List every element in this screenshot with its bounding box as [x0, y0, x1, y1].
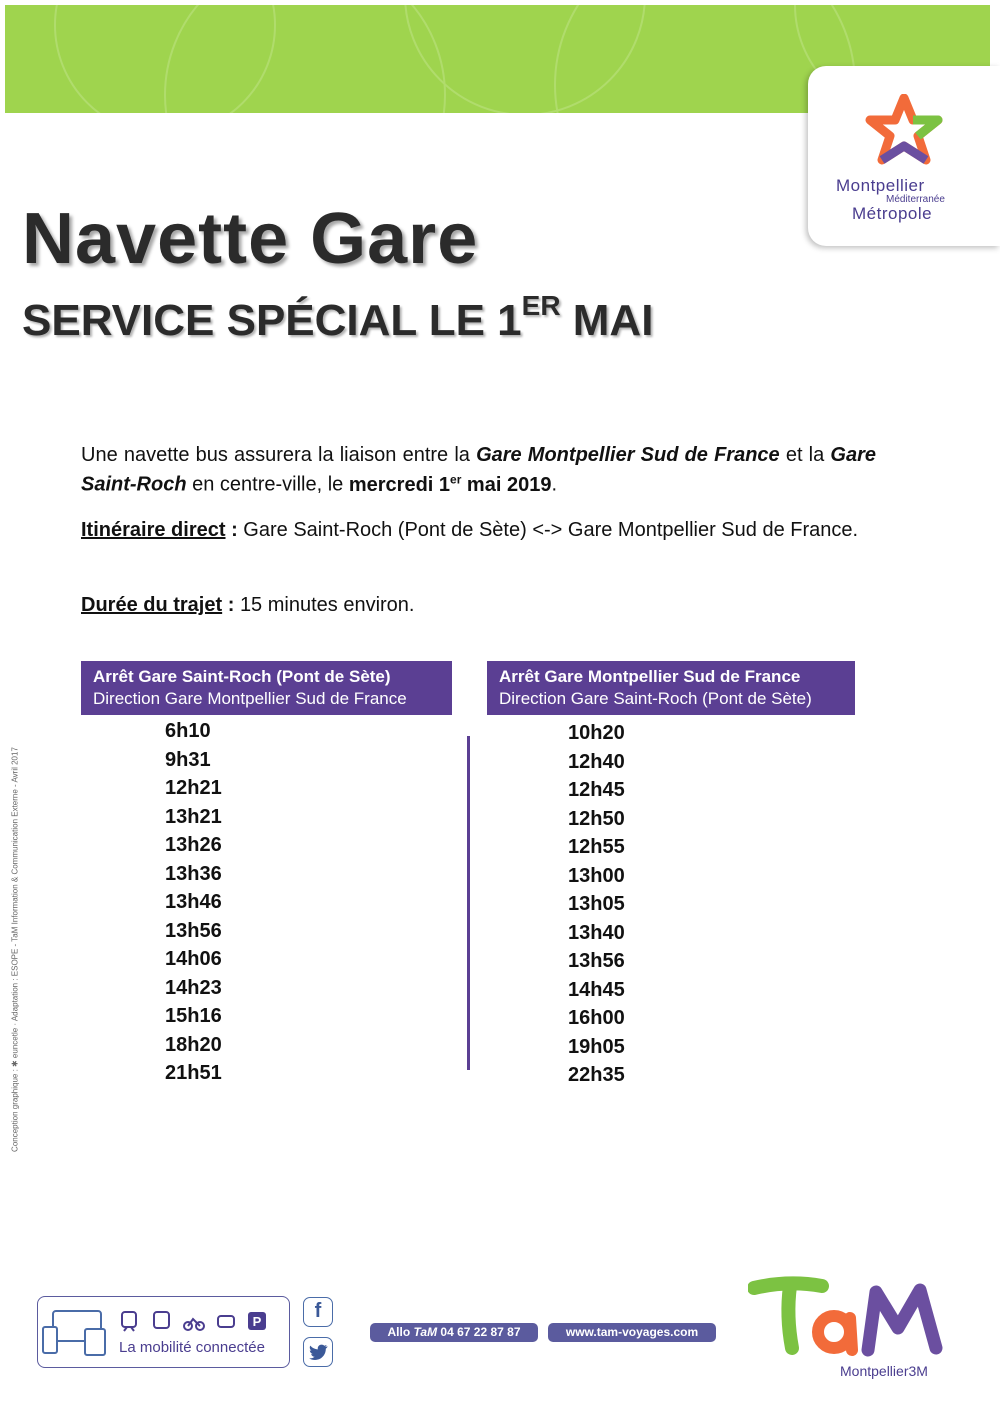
phone-number: 04 67 22 87 87 — [440, 1325, 521, 1339]
allo-brand: TaM — [413, 1325, 438, 1339]
intro-date-1: mercredi 1 — [348, 473, 451, 496]
right-time: 19h05 — [568, 1035, 625, 1058]
left-time: 13h26 — [165, 834, 222, 856]
left-time: 13h46 — [165, 891, 222, 913]
left-stop-name: Arrêt Gare Saint-Roch (Pont de Sète) — [93, 667, 391, 686]
page-title: Navette Gare — [22, 199, 479, 279]
right-time: 14h45 — [568, 978, 625, 1001]
right-time: 10h20 — [568, 722, 625, 744]
right-time: 13h05 — [568, 893, 625, 915]
intro-text-4: . — [551, 473, 558, 496]
intro-text-2: et la — [779, 444, 831, 466]
transport-modes-icon — [118, 1309, 283, 1333]
right-time: 12h55 — [568, 836, 625, 858]
right-stop-name: Arrêt Gare Montpellier Sud de France — [499, 667, 801, 686]
left-time: 9h31 — [165, 748, 211, 771]
twitter-icon[interactable] — [303, 1337, 333, 1367]
logo-line3: Métropole — [852, 204, 933, 223]
right-time: 13h40 — [568, 921, 625, 944]
tam-logo-icon — [748, 1276, 948, 1366]
left-time: 13h56 — [165, 919, 222, 942]
itineraire-text: Gare Saint-Roch (Pont de Sète) <-> Gare Montpellier Sud de France. — [243, 519, 859, 541]
parking-letter: P — [252, 1314, 262, 1329]
twitter-bird-icon — [307, 1341, 329, 1363]
connected-mobility-text: La mobilité connectée — [119, 1339, 265, 1356]
vertical-credit: Conception graphique : ✱ euncetle · Adaptation : ESOPE - TaM Information & Communication Externe - Avril 2017 — [10, 747, 20, 1152]
website-link[interactable]: www.tam-voyages.com — [548, 1323, 716, 1342]
page-subtitle — [22, 290, 654, 346]
logo-line2: Méditerranée — [886, 194, 945, 205]
schedule-right-header — [487, 661, 855, 715]
intro-text-1: Une navette bus assurera la liaison entre la — [81, 444, 477, 466]
left-direction: Direction Gare Montpellier Sud de France — [93, 689, 407, 708]
intro-date-sup: er — [450, 472, 462, 486]
right-time: 12h40 — [568, 750, 625, 773]
schedule-left-header — [81, 661, 452, 715]
duree-sep: : — [222, 594, 240, 616]
left-time: 12h21 — [165, 777, 222, 799]
right-times-list — [568, 719, 625, 1090]
facebook-icon[interactable]: f — [303, 1297, 333, 1327]
schedule-divider — [467, 736, 470, 1070]
right-direction: Direction Gare Saint-Roch (Pont de Sète) — [499, 689, 812, 708]
right-time: 12h45 — [568, 779, 625, 801]
right-time: 22h35 — [568, 1064, 625, 1086]
duree-paragraph — [81, 593, 876, 617]
connected-mobility-box — [37, 1296, 290, 1368]
left-time: 15h16 — [165, 1005, 222, 1027]
intro-text-3: en centre-ville, le — [186, 473, 349, 496]
intro-gare-saint-roch: Gare Saint-Roch — [81, 444, 876, 496]
left-time: 13h21 — [165, 805, 222, 828]
devices-icon — [41, 1309, 107, 1357]
left-time: 6h10 — [165, 720, 211, 742]
subtitle-part2: MAI — [560, 296, 654, 345]
left-time: 21h51 — [165, 1062, 222, 1084]
intro-date-2: mai 2019 — [461, 473, 552, 496]
tam-subtitle: Montpellier3M — [840, 1363, 928, 1379]
left-time: 18h20 — [165, 1033, 222, 1056]
metropole-logo — [808, 66, 1000, 246]
right-time: 12h50 — [568, 807, 625, 830]
itineraire-label: Itinéraire direct — [81, 519, 226, 541]
itineraire-sep: : — [225, 519, 244, 541]
duree-label: Durée du trajet — [81, 594, 223, 616]
logo-line1: Montpellier — [836, 176, 925, 195]
left-time: 13h36 — [165, 862, 222, 885]
allo-label: Allo — [387, 1325, 411, 1339]
right-time: 13h00 — [568, 864, 625, 887]
intro-paragraph — [81, 443, 876, 497]
star-logo-icon — [864, 94, 944, 166]
intro-gare-sud: Gare Montpellier Sud de France — [476, 444, 780, 466]
left-time: 14h23 — [165, 976, 222, 999]
itineraire-paragraph — [81, 518, 876, 542]
subtitle-part1: SERVICE SPÉCIAL LE 1 — [22, 296, 522, 345]
right-time: 16h00 — [568, 1007, 625, 1029]
allo-tam-phone[interactable] — [370, 1323, 538, 1342]
left-time: 14h06 — [165, 948, 222, 970]
right-time: 13h56 — [568, 950, 625, 972]
subtitle-sup: ER — [521, 290, 561, 321]
duree-text: 15 minutes environ. — [239, 594, 415, 616]
left-times-list — [165, 717, 222, 1088]
